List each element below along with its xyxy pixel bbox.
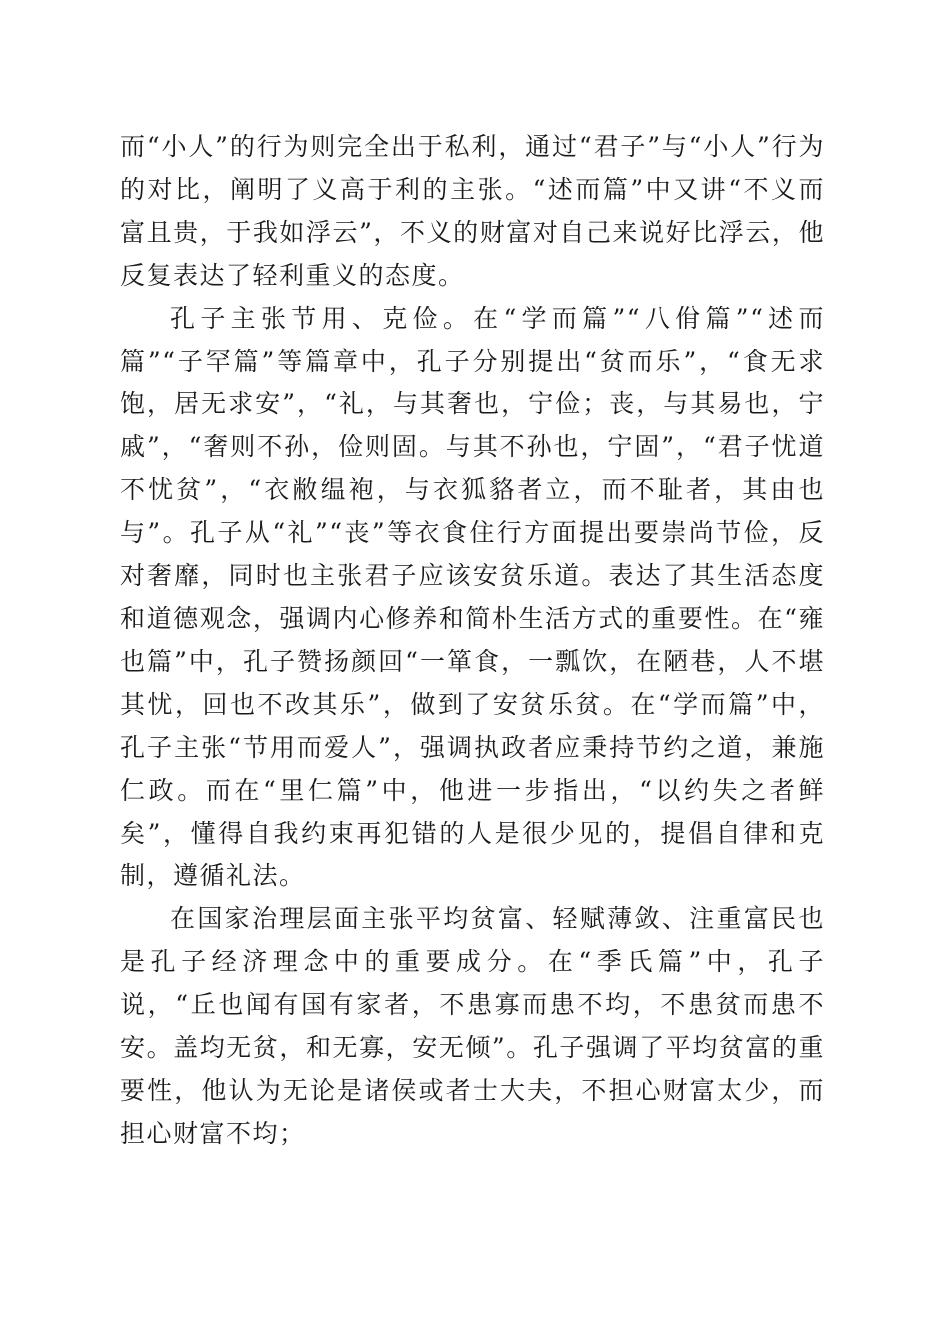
document-page [120,126,825,1156]
paragraph-2: 孔子主张节用、克俭。在“学而篇”“八佾篇”“述而篇”“子罕篇”等篇章中，孔子分别提出“贫而乐”，“食无求饱，居无求安”，“礼，与其奢也，宁俭；丧，与其易也，宁戚”，“奢则不孙，俭则固。与其不孙也，宁固”，“君子忧道不忧贫”，“衣敝缊袍，与衣狐貉者立，而不耻者，其由也与”。孔子从“礼”“丧”等衣食住行方面提出要崇尚节俭，反对奢靡，同时也主张君子应该安贫乐道。表达了其生活态度和道德观念，强调内心修养和简朴生活方式的重要性。在“雍也篇”中，孔子赞扬颜回“一箪食，一瓢饮，在陋巷，人不堪其忧，回也不改其乐”，做到了安贫乐贫。在“学而篇”中，孔子主张“节用而爱人”，强调执政者应秉持节约之道，兼施仁政。而在“里仁篇”中，他进一步指出，“以约失之者鲜矣”，懂得自我约束再犯错的人是很少见的，提倡自律和克制，遵循礼法。 [120,303,825,891]
paragraph-3: 在国家治理层面主张平均贫富、轻赋薄敛、注重富民也是孔子经济理念中的重要成分。在“季氏篇”中，孔子说，“丘也闻有国有家者，不患寡而患不均，不患贫而患不安。盖均无贫，和无寡，安无倾”。孔子强调了平均贫富的重要性，他认为无论是诸侯或者士大夫，不担心财富太少，而担心财富不均； [120,904,825,1148]
paragraph-1: 而“小人”的行为则完全出于私利，通过“君子”与“小人”行为的对比，阐明了义高于利的主张。“述而篇”中又讲“不义而富且贵，于我如浮云”，不义的财富对自己来说好比浮云，他反复表达了轻利重义的态度。 [120,132,825,290]
